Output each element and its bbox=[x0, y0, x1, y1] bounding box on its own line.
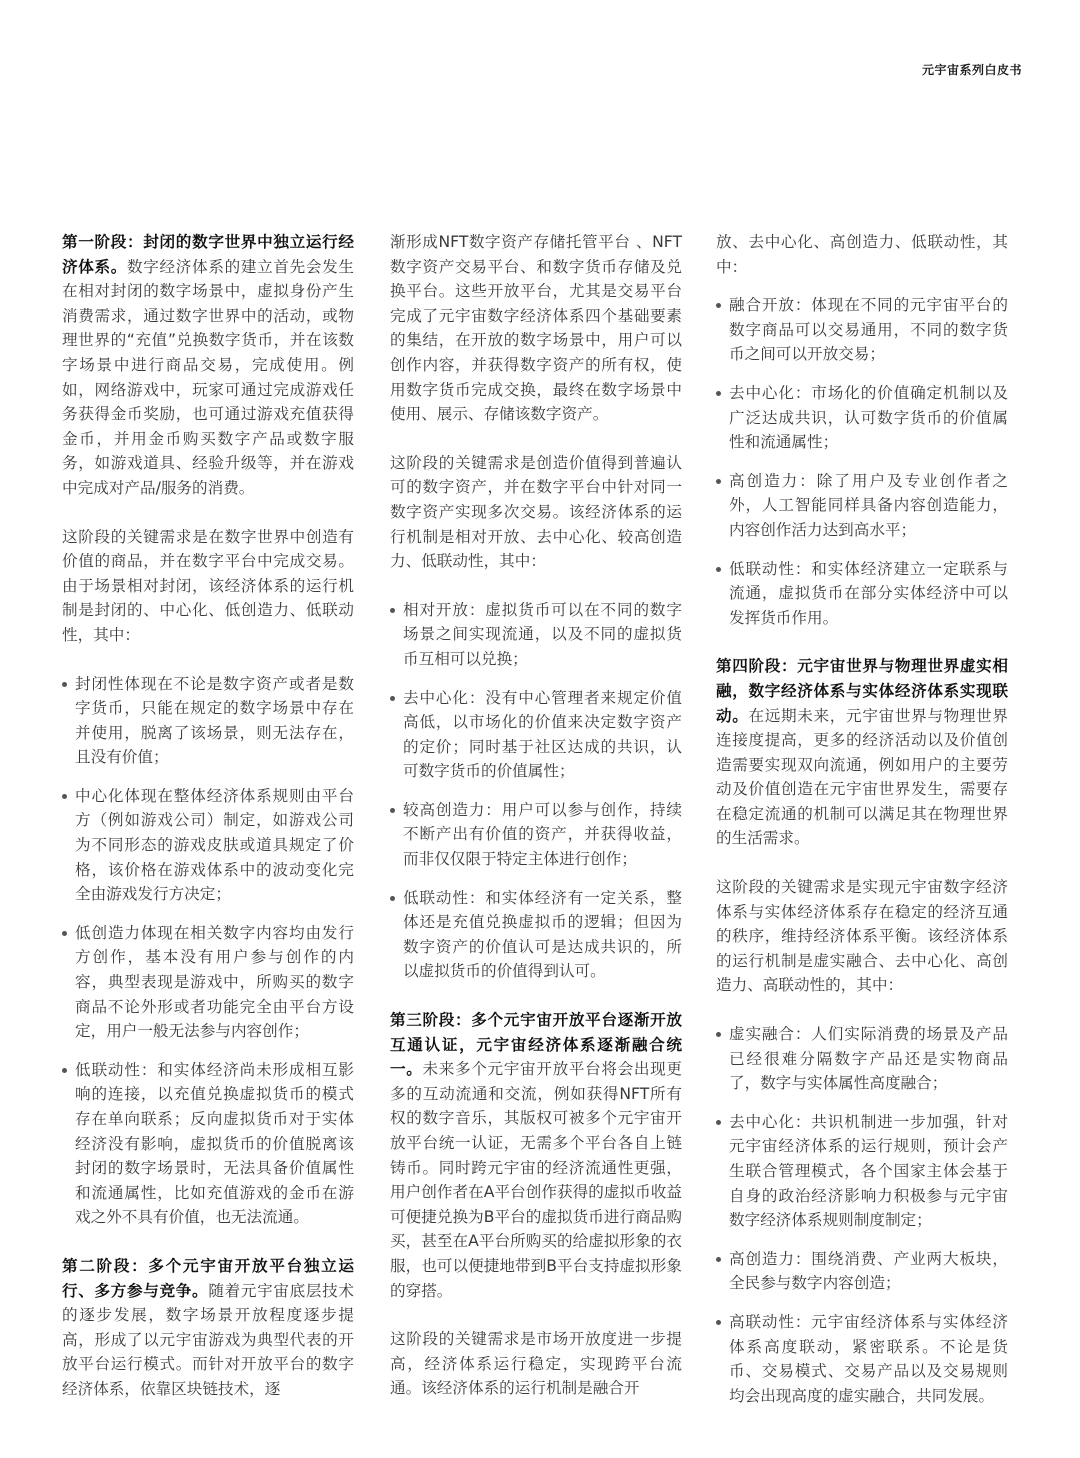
bullet-icon bbox=[390, 608, 395, 613]
list-item: 低联动性：和实体经济有一定关系，整体还是充值兑换虚拟币的逻辑；但因为数字资产的价值认可是达成共识的，所以虚拟货币的价值得到认可。 bbox=[390, 886, 682, 984]
bullet-icon bbox=[62, 794, 67, 799]
paragraph-stage-4-needs: 这阶段的关键需求是实现元宇宙数字经济体系与实体经济体系存在稳定的经济互通的秩序，维持经济体系平衡。该经济体系的运行机制是虚实融合、去中心化、高创造力、高联动性的，其中： bbox=[716, 878, 1008, 995]
list-item: 去中心化：市场化的价值确定机制以及广泛达成共识，认可数字货币的价值属性和流通属性； bbox=[716, 381, 1008, 455]
stage-4-text: 在远期未来，元宇宙世界与物理世界连接度提高，更多的经济活动以及价值创造需要实现双向流通，例如用户的主要劳动及价值创造在元宇宙世界发生，需要存在稳定流通的机制可以满足其在物理世界的生活需求。 bbox=[716, 706, 1008, 848]
bullet-icon bbox=[390, 696, 395, 701]
stage-2-text: 随着元宇宙底层技术的逐步发展，数字场景开放程度逐步提高，形成了以元宇宙游戏为典型代表的开放平台运行模式。而针对开放平台的数字经济体系，依靠区块链技术，逐 bbox=[62, 1281, 354, 1398]
stage-4-heading: 第四阶段：元宇宙世界与物理世界虚实相融，数字经济体系与实体经济体系实现联动。 bbox=[716, 657, 1008, 725]
bullet-icon bbox=[716, 1032, 721, 1037]
paragraph-stage-3 bbox=[390, 1008, 682, 1303]
stage-1-bullet-list bbox=[62, 672, 354, 1230]
paragraph-stage-4 bbox=[716, 654, 1008, 851]
bullet-icon bbox=[716, 1257, 721, 1262]
list-item: 低创造力体现在相关数字内容均由发行方创作，基本没有用户参与创作的内容，典型表现是游戏中，所购买的数字商品不论外形或者功能完全由平台方设定，用户一般无法参与内容创作； bbox=[62, 921, 354, 1044]
list-item: 融合开放：体现在不同的元宇宙平台的数字商品可以交易通用，不同的数字货币之间可以开放交易； bbox=[716, 293, 1008, 367]
column-3 bbox=[716, 230, 1008, 1432]
stage-3-bullet-list bbox=[716, 293, 1008, 630]
stage-3-text: 未来多个元宇宙开放平台将会出现更多的互动流通和交流，例如获得NFT所有权的数字音乐，其版权可被多个元宇宙开放平台统一认证，无需多个平台各自上链铸币。同时跨元宇宙的经济流通性更强，用户创作者在A平台创作获得的虚拟币收益可便捷兑换为B平台的虚拟货币进行商品购买，甚至在A平台所购买的给虚拟形象的衣服，也可以便捷地带到B平台支持虚拟形象的穿搭。 bbox=[390, 1060, 682, 1300]
list-item: 虚实融合：人们实际消费的场景及产品已经很难分隔数字产品还是实物商品了，数字与实体属性高度融合； bbox=[716, 1022, 1008, 1096]
paragraph-stage-3-needs: 这阶段的关键需求是市场开放度进一步提高，经济体系运行稳定，实现跨平台流通。该经济体系的运行机制是融合开 bbox=[390, 1330, 682, 1398]
stage-2-heading: 第二阶段：多个元宇宙开放平台独立运行、多方参与竞争。 bbox=[62, 1256, 354, 1300]
list-item: 去中心化：共识机制进一步加强，针对元宇宙经济体系的运行规则，预计会产生联合管理模式，各个国家主体会基于自身的政治经济影响力积极参与元宇宙数字经济体系规则制度制定； bbox=[716, 1110, 1008, 1233]
bullet-icon bbox=[716, 1320, 721, 1325]
header-title: 元宇宙系列白皮书 bbox=[921, 63, 1022, 77]
bullet-icon bbox=[716, 391, 721, 396]
bullet-icon bbox=[62, 931, 67, 936]
column-1 bbox=[62, 230, 354, 1426]
paragraph-stage-1 bbox=[62, 230, 354, 501]
column-2 bbox=[390, 230, 682, 1425]
list-item: 去中心化：没有中心管理者来规定价值高低，以市场化的价值来决定数字资产的定价；同时基于社区达成的共识，认可数字货币的价值属性； bbox=[390, 686, 682, 784]
paragraph-stage-2-needs: 这阶段的关键需求是创造价值得到普遍认可的数字资产，并在数字平台中针对同一数字资产实现多次交易。该经济体系的运行机制是相对开放、去中心化、较高创造力、低联动性，其中： bbox=[390, 453, 682, 571]
stage-1-heading: 第一阶段：封闭的数字世界中独立运行经济体系。 bbox=[62, 233, 354, 276]
list-item: 低联动性：和实体经济建立一定联系与流通，虚拟货币在部分实体经济中可以发挥货币作用。 bbox=[716, 557, 1008, 631]
stage-2-bullet-list bbox=[390, 598, 682, 984]
list-item: 高创造力：除了用户及专业创作者之外，人工智能同样具备内容创造能力，内容创作活力达到高水平； bbox=[716, 469, 1008, 543]
paragraph-stage-2 bbox=[62, 1254, 354, 1402]
paragraph-stage-2-continued: 渐形成NFT数字资产存储托管平台 、NFT数字资产交易平台、和数字货币存储及兑换平台。这些开放平台，尤其是交易平台完成了元宇宙数字经济体系四个基础要素的集结，在开放的数字场景中，用户可以创作内容，并获得数字资产的所有权，使用数字货币完成交换，最终在数字场景中使用、展示、存储该数字资产。 bbox=[390, 233, 682, 424]
paragraph-stage-3-continued: 放、去中心化、高创造力、低联动性，其中： bbox=[716, 233, 1008, 276]
list-item: 高联动性：元宇宙经济体系与实体经济体系高度联动，紧密联系。不论是货币、交易模式、交易产品以及交易规则均会出现高度的虚实融合，共同发展。 bbox=[716, 1310, 1008, 1408]
list-item: 相对开放：虚拟货币可以在不同的数字场景之间实现流通，以及不同的虚拟货币互相可以兑换； bbox=[390, 598, 682, 672]
stage-3-heading: 第三阶段：多个元宇宙开放平台逐渐开放互通认证，元宇宙经济体系逐渐融合统一。 bbox=[390, 1011, 682, 1079]
bullet-icon bbox=[716, 567, 721, 572]
bullet-icon bbox=[390, 896, 395, 901]
stage-4-bullet-list bbox=[716, 1022, 1008, 1408]
list-item: 高创造力：围绕消费、产业两大板块，全民参与数字内容创造； bbox=[716, 1247, 1008, 1296]
bullet-icon bbox=[716, 303, 721, 308]
list-item: 中心化体现在整体经济体系规则由平台方（例如游戏公司）制定，如游戏公司为不同形态的游戏皮肤或道具规定了价格，该价格在游戏体系中的波动变化完全由游戏发行方决定； bbox=[62, 784, 354, 907]
stage-1-text: 数字经济体系的建立首先会发生在相对封闭的数字场景中，虚拟身份产生消费需求，通过数字世界中的活动，或物理世界的“充值”兑换数字货币，并在该数字场景中进行商品交易，完成使用。例如，网络游戏中，玩家可通过完成游戏任务获得金币奖励，也可通过游戏充值获得金币，并用金币购买数字产品或数字服务，如游戏道具、经验升级等，并在游戏中完成对产品/服务的消费。 bbox=[62, 257, 354, 497]
bullet-icon bbox=[62, 1068, 67, 1073]
list-item: 封闭性体现在不论是数字资产或者是数字货币，只能在规定的数字场景中存在并使用，脱离了该场景，则无法存在，且没有价值； bbox=[62, 672, 354, 770]
bullet-icon bbox=[62, 682, 67, 687]
bullet-icon bbox=[716, 479, 721, 484]
bullet-icon bbox=[716, 1120, 721, 1125]
paragraph-stage-1-needs: 这阶段的关键需求是在数字世界中创造有价值的商品，并在数字平台中完成交易。由于场景相对封闭，该经济体系的运行机制是封闭的、中心化、低创造力、低联动性，其中： bbox=[62, 527, 354, 644]
list-item: 低联动性：和实体经济尚未形成相互影响的连接，以充值兑换虚拟货币的模式存在单向联系；反向虚拟货币对于实体经济没有影响，虚拟货币的价值脱离该封闭的数字场景时，无法具备价值属性和流通属性，比如充值游戏的金币在游戏之外不具有价值，也无法流通。 bbox=[62, 1058, 354, 1230]
bullet-icon bbox=[390, 808, 395, 813]
list-item: 较高创造力：用户可以参与创作，持续不断产出有价值的资产，并获得收益，而非仅仅限于特定主体进行创作； bbox=[390, 798, 682, 872]
